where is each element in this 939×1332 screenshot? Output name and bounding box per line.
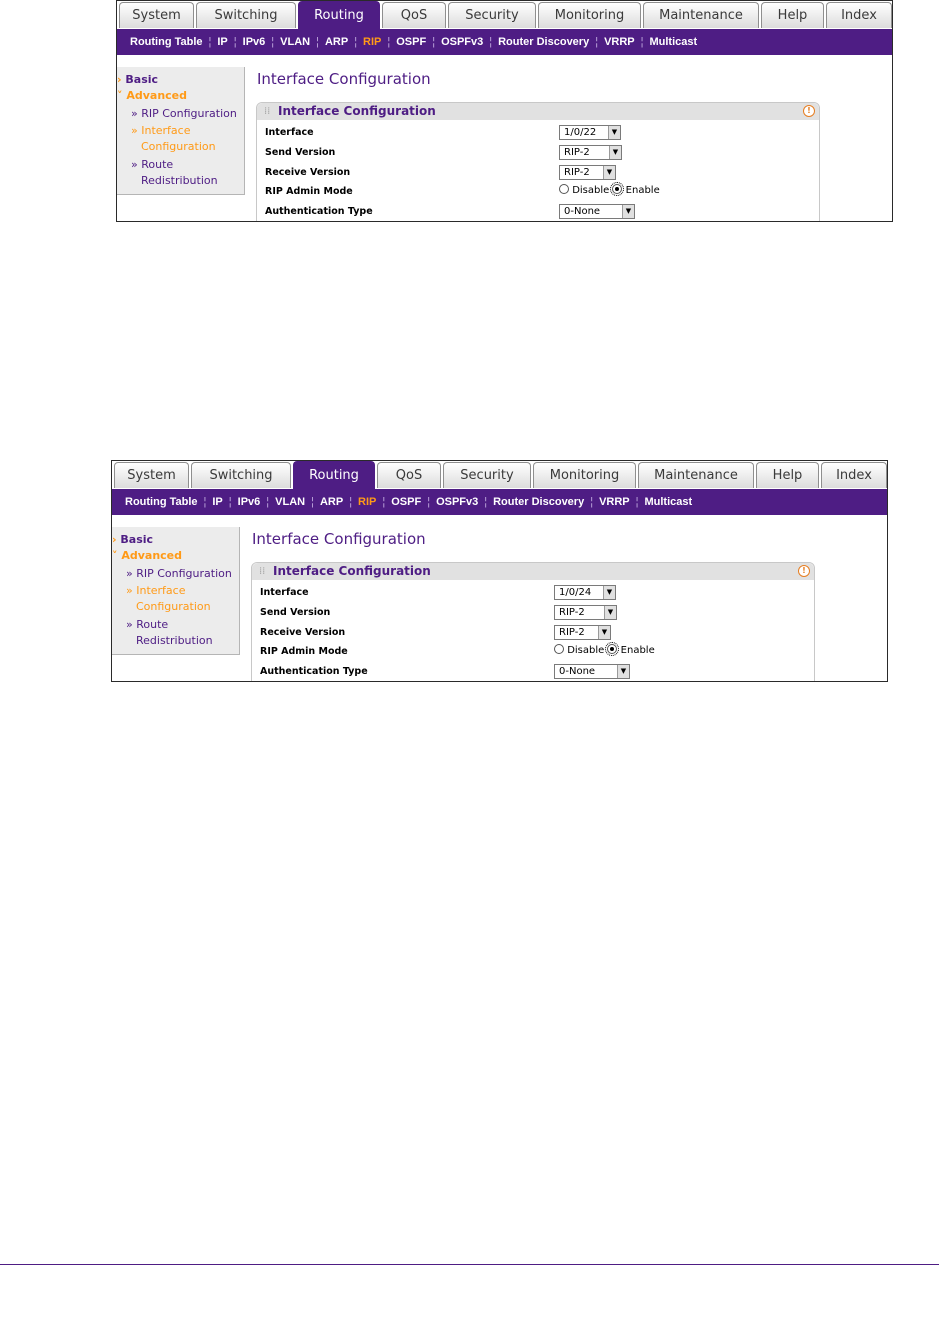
chevron-down-icon: ▼ bbox=[609, 146, 621, 159]
subnav-vrrp[interactable]: VRRP bbox=[599, 496, 630, 508]
sidebar bbox=[117, 67, 245, 195]
separator: ¦ bbox=[203, 496, 207, 508]
separator: ¦ bbox=[427, 496, 431, 508]
tab-index[interactable]: Index bbox=[821, 462, 887, 488]
tab-maintenance[interactable]: Maintenance bbox=[638, 462, 754, 488]
separator: ¦ bbox=[233, 36, 237, 48]
help-icon[interactable]: ! bbox=[803, 105, 815, 117]
separator: ¦ bbox=[590, 496, 594, 508]
interface-select[interactable] bbox=[554, 585, 616, 600]
interface-value: 1/0/22 bbox=[564, 127, 597, 138]
auth-type-value: 0-None bbox=[564, 206, 601, 217]
sidebar-basic-label: Basic bbox=[120, 533, 154, 546]
subnav-router-discovery[interactable]: Router Discovery bbox=[493, 496, 585, 508]
sub-nav-bar bbox=[117, 29, 893, 55]
admin-mode-radios bbox=[554, 644, 655, 658]
page-title: Interface Configuration bbox=[257, 70, 431, 88]
sidebar-item-route-cont[interactable]: Redistribution bbox=[136, 634, 213, 647]
sidebar bbox=[112, 527, 240, 655]
tab-monitoring[interactable]: Monitoring bbox=[533, 462, 636, 488]
receive-version-value: RIP-2 bbox=[559, 627, 585, 638]
admin-mode-label: RIP Admin Mode bbox=[260, 646, 348, 657]
disable-radio[interactable] bbox=[554, 644, 564, 654]
subnav-ospfv3[interactable]: OSPFv3 bbox=[441, 36, 484, 48]
auth-type-label: Authentication Type bbox=[260, 666, 368, 677]
sidebar-item-interface-cont[interactable]: Configuration bbox=[141, 140, 216, 153]
subnav-arp[interactable]: ARP bbox=[319, 496, 344, 508]
sidebar-item-interface-cont[interactable]: Configuration bbox=[136, 600, 211, 613]
main-tab-bar bbox=[117, 1, 893, 29]
chevron-down-icon: ▼ bbox=[603, 166, 615, 179]
subnav-arp[interactable]: ARP bbox=[324, 36, 349, 48]
separator: ¦ bbox=[484, 496, 488, 508]
admin-mode-label: RIP Admin Mode bbox=[265, 186, 353, 197]
footer-divider bbox=[0, 1264, 939, 1265]
interface-label: Interface bbox=[260, 587, 309, 598]
receive-version-value: RIP-2 bbox=[564, 167, 590, 178]
chevron-right-icon: › bbox=[117, 73, 122, 86]
tab-security[interactable]: Security bbox=[448, 2, 536, 28]
grip-icon: ⁞⁞ bbox=[264, 106, 271, 117]
subnav-vrrp[interactable]: VRRP bbox=[604, 36, 635, 48]
sidebar-item-interface[interactable]: » Interface bbox=[131, 124, 191, 137]
auth-type-select[interactable] bbox=[554, 664, 630, 679]
subnav-ospf[interactable]: OSPF bbox=[391, 496, 422, 508]
separator: ¦ bbox=[354, 36, 358, 48]
enable-radio[interactable] bbox=[612, 184, 622, 194]
receive-version-label: Receive Version bbox=[260, 627, 346, 638]
chevron-down-icon: ▼ bbox=[604, 606, 616, 619]
chevron-down-icon: ▼ bbox=[598, 626, 610, 639]
chevron-down-icon: ˅ bbox=[112, 549, 118, 562]
admin-mode-row bbox=[260, 644, 810, 662]
tab-help[interactable]: Help bbox=[761, 2, 824, 28]
chevron-down-icon: ▼ bbox=[617, 665, 629, 678]
separator: ¦ bbox=[432, 36, 436, 48]
interface-select[interactable] bbox=[559, 125, 621, 140]
subnav-ospfv3[interactable]: OSPFv3 bbox=[436, 496, 479, 508]
subnav-router-discovery[interactable]: Router Discovery bbox=[498, 36, 590, 48]
interface-row bbox=[260, 585, 810, 603]
send-version-row bbox=[265, 145, 815, 163]
sub-nav-bar bbox=[112, 489, 888, 515]
config-panel bbox=[251, 562, 815, 682]
separator: ¦ bbox=[271, 36, 275, 48]
disable-label: Disable bbox=[572, 185, 610, 196]
subnav-rip[interactable]: RIP bbox=[358, 496, 377, 508]
send-version-row bbox=[260, 605, 810, 623]
sidebar-item-basic[interactable] bbox=[112, 533, 153, 546]
subnav-multicast[interactable]: Multicast bbox=[649, 36, 698, 48]
chevron-down-icon: ▼ bbox=[608, 126, 620, 139]
separator: ¦ bbox=[349, 496, 353, 508]
auth-type-row bbox=[265, 204, 815, 222]
separator: ¦ bbox=[640, 36, 644, 48]
receive-version-row bbox=[265, 165, 815, 183]
main-tab-bar bbox=[112, 461, 888, 489]
send-version-select[interactable] bbox=[554, 605, 617, 620]
chevron-down-icon: ˅ bbox=[117, 89, 123, 102]
separator: ¦ bbox=[228, 496, 232, 508]
tab-qos[interactable]: QoS bbox=[377, 462, 441, 488]
subnav-ipv6[interactable]: IPv6 bbox=[237, 496, 261, 508]
tab-routing[interactable]: Routing bbox=[298, 1, 380, 29]
receive-version-label: Receive Version bbox=[265, 167, 351, 178]
panel-title: Interface Configuration bbox=[278, 104, 436, 118]
subnav-ip[interactable]: IP bbox=[212, 496, 223, 508]
tab-system[interactable]: System bbox=[119, 2, 194, 28]
separator: ¦ bbox=[316, 36, 319, 48]
chevron-right-icon: › bbox=[112, 533, 117, 546]
tab-switching[interactable]: Switching bbox=[196, 2, 296, 28]
separator: ¦ bbox=[387, 36, 391, 48]
tab-system[interactable]: System bbox=[114, 462, 189, 488]
subnav-rip[interactable]: RIP bbox=[363, 36, 382, 48]
auth-type-value: 0-None bbox=[559, 666, 596, 677]
sidebar-advanced-label: Advanced bbox=[126, 89, 188, 102]
grip-icon: ⁞⁞ bbox=[259, 566, 266, 577]
page-title: Interface Configuration bbox=[252, 530, 426, 548]
separator: ¦ bbox=[489, 36, 493, 48]
separator: ¦ bbox=[311, 496, 314, 508]
separator: ¦ bbox=[208, 36, 212, 48]
send-version-label: Send Version bbox=[265, 147, 336, 158]
disable-radio[interactable] bbox=[559, 184, 569, 194]
interface-value: 1/0/24 bbox=[559, 587, 592, 598]
send-version-select[interactable] bbox=[559, 145, 622, 160]
tab-security[interactable]: Security bbox=[443, 462, 531, 488]
subnav-routing-table[interactable]: Routing Table bbox=[130, 36, 203, 48]
admin-mode-row bbox=[265, 184, 815, 202]
sidebar-item-basic[interactable] bbox=[117, 73, 158, 86]
panel-title: Interface Configuration bbox=[273, 564, 431, 578]
chevron-down-icon: ▼ bbox=[622, 205, 634, 218]
subnav-ip[interactable]: IP bbox=[217, 36, 228, 48]
sidebar-item-route[interactable]: » Route bbox=[131, 158, 174, 171]
enable-label: Enable bbox=[620, 645, 655, 656]
chevron-down-icon: ▼ bbox=[603, 586, 615, 599]
tab-switching[interactable]: Switching bbox=[191, 462, 291, 488]
panel-header bbox=[252, 563, 814, 580]
separator: ¦ bbox=[635, 496, 639, 508]
send-version-value: RIP-2 bbox=[559, 607, 585, 618]
interface-row bbox=[265, 125, 815, 143]
auth-type-row bbox=[260, 664, 810, 682]
admin-mode-radios bbox=[559, 184, 660, 198]
auth-type-select[interactable] bbox=[559, 204, 635, 219]
tab-maintenance[interactable]: Maintenance bbox=[643, 2, 759, 28]
tab-monitoring[interactable]: Monitoring bbox=[538, 2, 641, 28]
subnav-vlan[interactable]: VLAN bbox=[275, 496, 306, 508]
tab-help[interactable]: Help bbox=[756, 462, 819, 488]
separator: ¦ bbox=[382, 496, 386, 508]
send-version-label: Send Version bbox=[260, 607, 331, 618]
separator: ¦ bbox=[266, 496, 270, 508]
subnav-routing-table[interactable]: Routing Table bbox=[125, 496, 198, 508]
send-version-value: RIP-2 bbox=[564, 147, 590, 158]
receive-version-row bbox=[260, 625, 810, 643]
sidebar-advanced-label: Advanced bbox=[121, 549, 183, 562]
sidebar-item-advanced[interactable] bbox=[117, 89, 187, 102]
sidebar-item-interface[interactable]: » Interface bbox=[126, 584, 186, 597]
tab-qos[interactable]: QoS bbox=[382, 2, 446, 28]
sidebar-item-route[interactable]: » Route bbox=[126, 618, 169, 631]
sidebar-item-route-cont[interactable]: Redistribution bbox=[141, 174, 218, 187]
help-icon[interactable]: ! bbox=[798, 565, 810, 577]
auth-type-label: Authentication Type bbox=[265, 206, 373, 217]
sidebar-item-rip-configuration[interactable]: » RIP Configuration bbox=[131, 107, 237, 120]
sidebar-item-advanced[interactable] bbox=[112, 549, 182, 562]
subnav-ipv6[interactable]: IPv6 bbox=[242, 36, 266, 48]
subnav-multicast[interactable]: Multicast bbox=[644, 496, 693, 508]
screenshot-1 bbox=[116, 0, 893, 222]
interface-label: Interface bbox=[265, 127, 314, 138]
tab-routing[interactable]: Routing bbox=[293, 461, 375, 489]
enable-label: Enable bbox=[625, 185, 660, 196]
config-panel bbox=[256, 102, 820, 222]
receive-version-select[interactable] bbox=[559, 165, 616, 180]
subnav-vlan[interactable]: VLAN bbox=[280, 36, 311, 48]
receive-version-select[interactable] bbox=[554, 625, 611, 640]
tab-index[interactable]: Index bbox=[826, 2, 892, 28]
sidebar-basic-label: Basic bbox=[125, 73, 159, 86]
enable-radio[interactable] bbox=[607, 644, 617, 654]
separator: ¦ bbox=[595, 36, 599, 48]
screenshot-2 bbox=[111, 460, 888, 682]
panel-header bbox=[257, 103, 819, 120]
disable-label: Disable bbox=[567, 645, 605, 656]
sidebar-item-rip-configuration[interactable]: » RIP Configuration bbox=[126, 567, 232, 580]
subnav-ospf[interactable]: OSPF bbox=[396, 36, 427, 48]
